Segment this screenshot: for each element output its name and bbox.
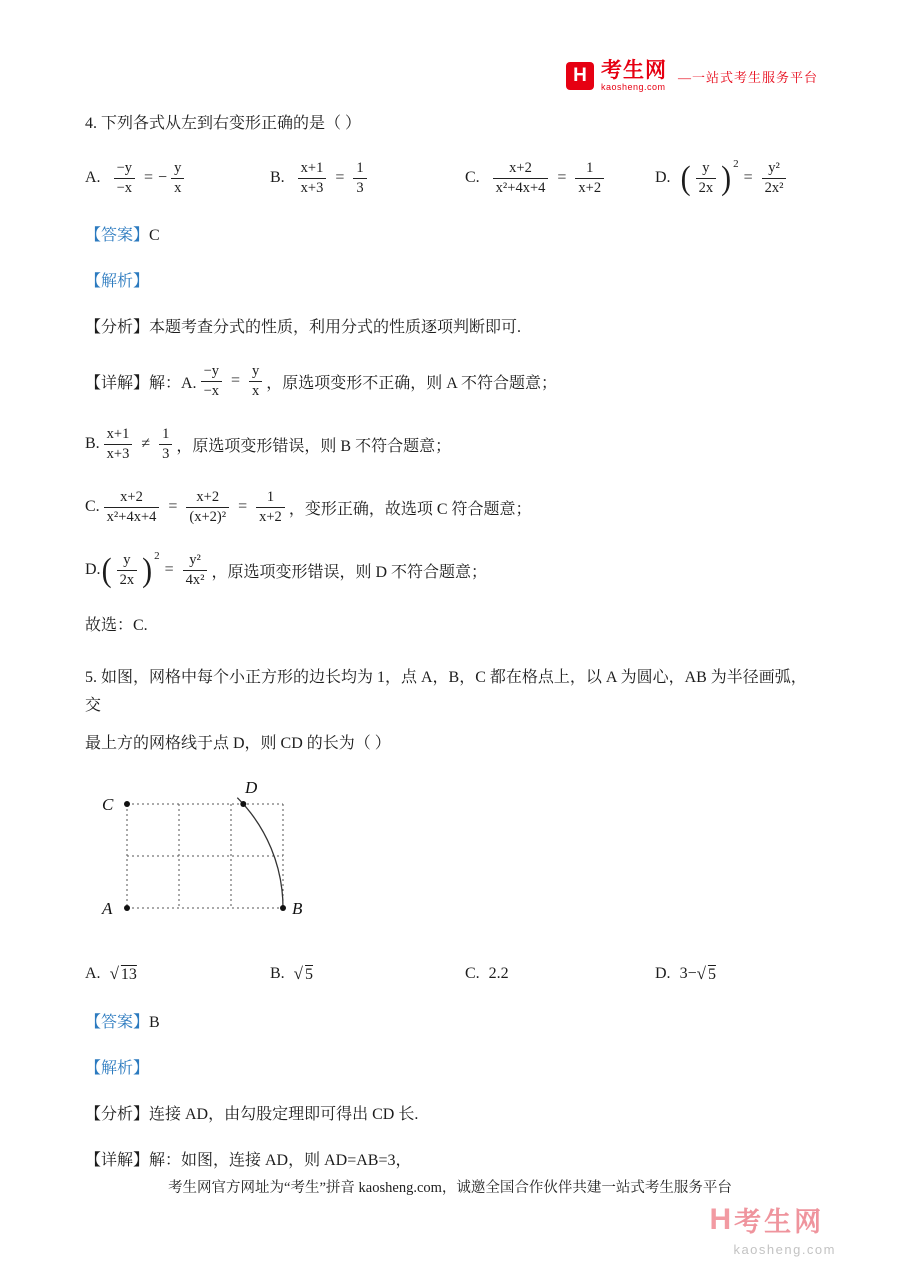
not-equals-sign: ≠ <box>141 435 151 452</box>
fraction-denominator: x+2 <box>575 178 604 198</box>
fraction <box>186 488 229 527</box>
fraction-numerator: y <box>252 362 260 379</box>
fraction-denominator: 2x <box>696 178 717 198</box>
equals-sign: = <box>335 169 345 186</box>
radical <box>110 964 139 984</box>
brand-name: 考生网 <box>600 59 667 82</box>
page-footer-text: 考生网官方网址为“考生”拼音 kaosheng.com，诚邀全国合作伙伴共建一站式考生服务平台 <box>168 1180 732 1196</box>
radicand: 5 <box>707 966 716 983</box>
tagline-text: 一站式考生服务平台 <box>691 69 818 85</box>
text-segment: D. <box>85 561 101 578</box>
fraction <box>493 159 549 198</box>
q4-detail-c <box>85 483 815 531</box>
q5-option-d <box>655 964 815 984</box>
fraction-denominator: x+3 <box>104 444 133 464</box>
brand-tagline <box>678 67 818 86</box>
fraction-numerator: y <box>174 159 182 176</box>
arc-ab-radius <box>237 798 283 908</box>
tagline-dash: — <box>677 69 692 85</box>
right-paren: ) <box>721 159 732 197</box>
q4-detail-d <box>85 546 815 594</box>
q4-detail-b <box>85 420 815 468</box>
q4-detail-a <box>85 357 815 405</box>
q4-options <box>85 152 815 204</box>
site-header <box>0 0 900 92</box>
fraction-denominator: x²+4x+4 <box>104 507 160 527</box>
q4-jiexi-tag: 【解析】 <box>85 273 150 290</box>
grid-arc-figure <box>87 780 322 938</box>
fraction-denominator: x+3 <box>298 178 327 198</box>
document-content <box>0 110 900 1175</box>
equals-sign: = <box>557 169 567 186</box>
fraction-denominator: x²+4x+4 <box>493 178 549 198</box>
equals-sign: = <box>144 169 154 186</box>
equals-sign: = <box>743 169 753 186</box>
radical-sign: √ <box>109 964 119 983</box>
q5-title-line1: 5. 如图，网格中每个小正方形的边长均为 1，点 A，B，C 都在格点上，以 A 为圆心，AB 为半径画弧，交 <box>85 669 807 714</box>
option-value: 2.2 <box>488 965 509 982</box>
q4-option-a <box>85 159 270 198</box>
equals-sign: = <box>168 498 178 515</box>
point-dot-c <box>124 801 130 807</box>
q5-xiangjie: 【详解】解：如图，连接 AD，则 AD=AB=3， <box>85 1152 412 1169</box>
fraction-denominator: 3 <box>159 444 172 464</box>
fraction-numerator: −y <box>116 159 132 176</box>
text-segment: ，原选项变形不正确，则 A 不符合题意； <box>266 374 557 392</box>
radicand: 5 <box>305 966 314 983</box>
answer-value: C <box>149 227 160 244</box>
kaosheng-logo <box>566 60 818 92</box>
watermark-brand-row <box>709 1200 824 1239</box>
fraction-denominator: 4x² <box>183 570 208 590</box>
left-paren: ( <box>101 551 112 589</box>
kaosheng-watermark <box>709 1200 836 1257</box>
radical <box>697 964 718 984</box>
fraction-denominator: x+2 <box>256 507 285 527</box>
fraction-numerator: y² <box>189 551 201 568</box>
fraction-denominator: 3 <box>353 178 366 198</box>
q5-option-b <box>270 964 465 984</box>
radical-sign: √ <box>696 964 706 983</box>
answer-value: B <box>149 1014 160 1031</box>
left-paren: ( <box>680 159 691 197</box>
watermark-domain: kaosheng.com <box>733 1242 836 1257</box>
text-segment: ，变形正确，故选项 C 符合题意； <box>288 500 532 518</box>
q5-options <box>85 957 815 991</box>
exponent: 2 <box>733 158 739 170</box>
fraction-numerator: x+1 <box>106 425 130 442</box>
text-segment: ，原选项变形错误，则 B 不符合题意； <box>176 437 452 455</box>
fraction <box>104 425 133 464</box>
fraction <box>117 551 138 590</box>
kaosheng-watermark-icon: H <box>709 1202 732 1236</box>
fraction-numerator: x+2 <box>120 488 143 505</box>
answer-tag: 【答案】 <box>85 227 150 244</box>
fraction <box>575 159 604 198</box>
fraction-numerator: 1 <box>162 425 170 442</box>
fraction <box>249 362 262 401</box>
fraction-numerator: x+2 <box>196 488 220 505</box>
text-segment: 【详解】解：A. <box>85 374 197 392</box>
point-dot-a <box>124 905 130 911</box>
fraction-denominator: x <box>249 381 262 401</box>
fraction <box>256 488 285 527</box>
right-paren: ) <box>142 551 153 589</box>
q5-option-c <box>465 965 655 983</box>
fraction <box>104 488 160 527</box>
equals-sign: = <box>238 498 248 515</box>
exponent: 2 <box>154 550 160 562</box>
q4-title: 4. 下列各式从左到右变形正确的是（ ） <box>85 115 362 132</box>
kaosheng-logo-icon: H <box>566 62 594 90</box>
equals-sign: = <box>164 561 174 578</box>
q5-jiexi-tag: 【解析】 <box>85 1060 150 1077</box>
option-label: A. <box>85 169 101 186</box>
fraction-numerator: x+1 <box>300 159 324 176</box>
option-label: B. <box>270 169 285 186</box>
radicand: 13 <box>120 966 137 983</box>
fraction-numerator: y <box>123 551 131 568</box>
expression-prefix: 3− <box>679 965 697 982</box>
point-label-a: A <box>102 899 113 918</box>
point-dot-b <box>280 905 286 911</box>
fraction-numerator: 1 <box>266 488 275 505</box>
fraction-denominator: −x <box>201 381 222 401</box>
point-label-b: B <box>292 899 303 918</box>
equals-sign: = <box>231 372 241 389</box>
fraction-numerator: x+2 <box>509 159 532 176</box>
radical <box>294 964 315 984</box>
fraction-numerator: 1 <box>356 159 364 176</box>
brand-domain: kaosheng.com <box>600 82 666 92</box>
fraction-numerator: y² <box>768 159 780 176</box>
q4-fenxi: 【分析】本题考查分式的性质，利用分式的性质逐项判断即可. <box>85 319 522 336</box>
fraction <box>183 551 208 590</box>
q5-fenxi: 【分析】连接 AD，由勾股定理即可得出 CD 长. <box>85 1106 419 1123</box>
option-label: C. <box>465 169 480 186</box>
point-label-d: D <box>245 780 258 797</box>
fraction-numerator: −y <box>203 362 219 379</box>
fraction-denominator: −x <box>114 178 135 198</box>
option-label: D. <box>655 169 671 186</box>
fraction <box>696 159 717 198</box>
q4-option-c <box>465 159 655 198</box>
answer-tag: 【答案】 <box>85 1014 150 1031</box>
brand-text-block <box>601 60 667 92</box>
fraction <box>353 159 366 198</box>
radical-sign: √ <box>293 964 304 983</box>
q5-grid-diagram <box>87 780 815 943</box>
fraction-denominator: x <box>171 178 184 198</box>
point-label-c: C <box>102 795 114 814</box>
fraction <box>114 159 135 198</box>
fraction-numerator: 1 <box>586 159 594 176</box>
option-label: C. <box>465 965 480 982</box>
q4-option-b <box>270 159 465 198</box>
watermark-brand: 考生网 <box>734 1207 825 1237</box>
q5-option-a <box>85 964 270 984</box>
fraction <box>298 159 327 198</box>
q5-title-line2: 最上方的网格线于点 D，则 CD 的长为（ ） <box>85 735 391 752</box>
minus-sign: − <box>158 169 168 186</box>
fraction-denominator: 2x² <box>762 178 787 198</box>
point-dot-d <box>240 801 246 807</box>
fraction <box>159 425 172 464</box>
fraction <box>171 159 184 198</box>
text-segment: C. <box>85 498 100 515</box>
text-segment: B. <box>85 435 100 452</box>
fraction-denominator: 2x <box>117 570 138 590</box>
grid-lines <box>127 804 283 908</box>
fraction <box>762 159 787 198</box>
fraction <box>201 362 222 401</box>
text-segment: ，原选项变形错误，则 D 不符合题意； <box>211 563 488 581</box>
fraction-numerator: y <box>702 159 710 176</box>
option-label: D. <box>655 965 671 982</box>
fraction-denominator: (x+2)² <box>186 507 229 527</box>
q5-answer-line <box>85 1009 815 1037</box>
q4-conclusion: 故选：C. <box>85 617 148 634</box>
q4-answer-line <box>85 222 815 250</box>
option-label: B. <box>270 965 285 982</box>
q4-option-d <box>655 159 815 198</box>
option-label: A. <box>85 965 101 982</box>
